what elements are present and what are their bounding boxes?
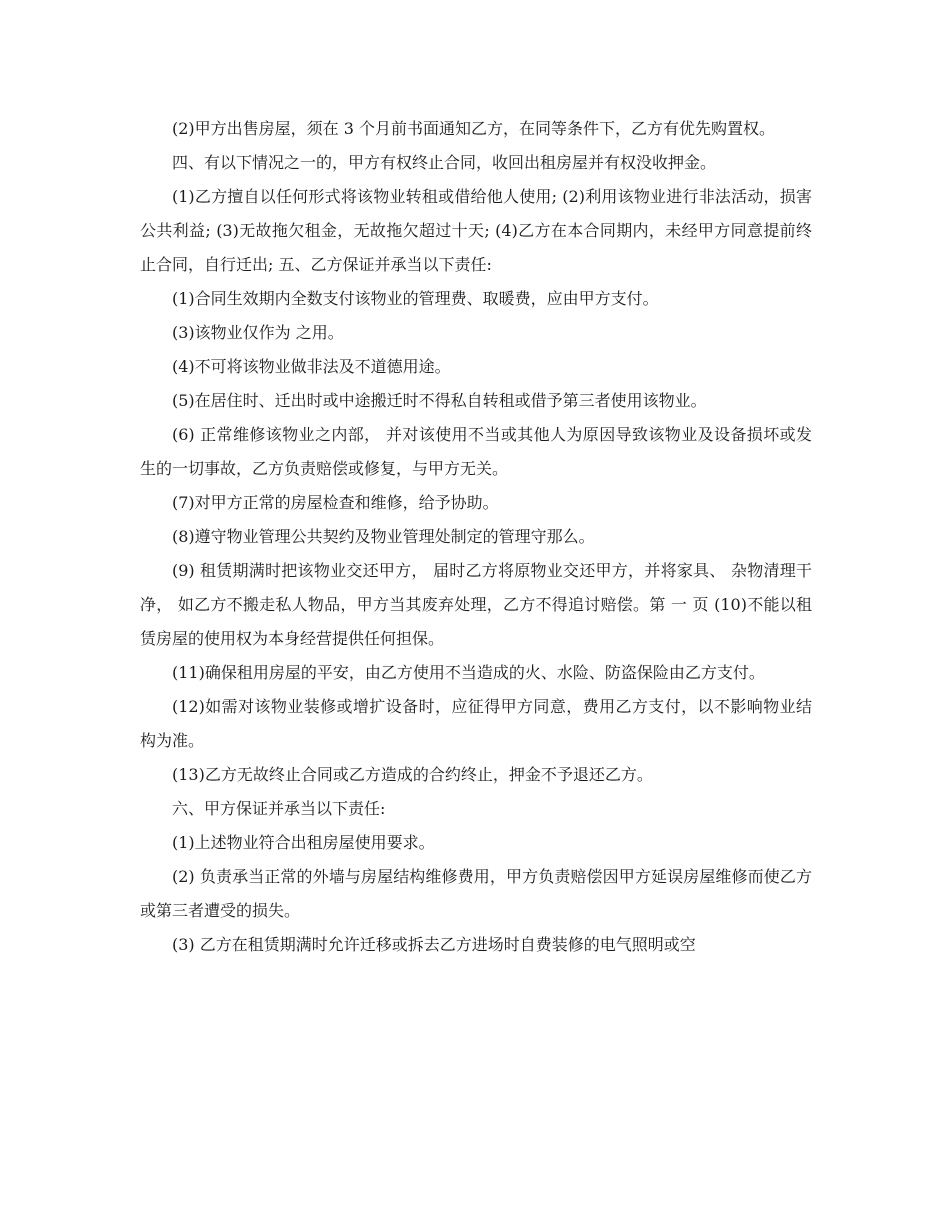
paragraph-termination-conditions: (1)乙方擅自以任何形式将该物业转租或借给他人使用; (2)利用该物业进行非法活动，损害公共利益; (3)无故拖欠租金，无故拖欠超过十天; (4)乙方在本合同期内，未经甲方同意提前终止合同，自行迁出; 五、乙方保证并承当以下责任: — [140, 187, 812, 274]
paragraph-clause-3: (3)该物业仅作为 之用。 — [172, 323, 344, 342]
paragraph-section-four-heading: 四、有以下情况之一的，甲方有权终止合同，收回出租房屋并有权没收押金。 — [172, 153, 717, 172]
paragraph-clause-12: (12)如需对该物业装修或增扩设备时，应征得甲方同意，费用乙方支付，以不影响物业结构为准。 — [140, 697, 812, 750]
paragraph-clause-9-10: (9) 租赁期满时把该物业交还甲方， 届时乙方将原物业交还甲方，并将家具、 杂物清理干净， 如乙方不搬走私人物品，甲方当其废弃处理，乙方不得追讨赔偿。第 一 页 (10)不能以租赁房屋的使用权为本身经营提供任何担保。 — [140, 561, 812, 648]
paragraph-clause-5: (5)在居住时、迁出时或中途搬迁时不得私自转租或借予第三者使用该物业。 — [172, 391, 707, 410]
paragraph-clause-7: (7)对甲方正常的房屋检查和维修，给予协助。 — [172, 493, 499, 512]
paragraph-clause-6: (6) 正常维修该物业之内部， 并对该使用不当或其他人为原因导致该物业及设备损坏或发生的一切事故，乙方负责赔偿或修复，与甲方无关。 — [140, 425, 812, 478]
paragraph-party-a-clause-2: (2) 负责承当正常的外墙与房屋结构维修费用，甲方负责赔偿因甲方延误房屋维修而使乙方 或第三者遭受的损失。 — [140, 867, 812, 920]
paragraph-priority-purchase: (2)甲方出售房屋，须在 3 个月前书面通知乙方，在同等条件下，乙方有优先购置权。 — [172, 119, 776, 138]
paragraph-party-a-clause-1: (1)上述物业符合出租房屋使用要求。 — [172, 833, 435, 852]
paragraph-clause-4: (4)不可将该物业做非法及不道德用途。 — [172, 357, 451, 376]
paragraph-party-a-clause-3: (3) 乙方在租赁期满时允许迁移或拆去乙方进场时自费装修的电气照明或空 — [172, 935, 696, 954]
paragraph-clause-8: (8)遵守物业管理公共契约及物业管理处制定的管理守那么。 — [172, 527, 595, 546]
paragraph-section-six-heading: 六、甲方保证并承当以下责任: — [172, 799, 386, 818]
paragraph-clause-11: (11)确保租用房屋的平安，由乙方使用不当造成的火、水险、防盗保险由乙方支付。 — [172, 663, 765, 682]
paragraph-clause-1: (1)合同生效期内全数支付该物业的管理费、取暖费，应由甲方支付。 — [172, 289, 659, 308]
paragraph-clause-13: (13)乙方无故终止合同或乙方造成的合约终止，押金不予退还乙方。 — [172, 765, 653, 784]
document-body — [140, 112, 812, 962]
